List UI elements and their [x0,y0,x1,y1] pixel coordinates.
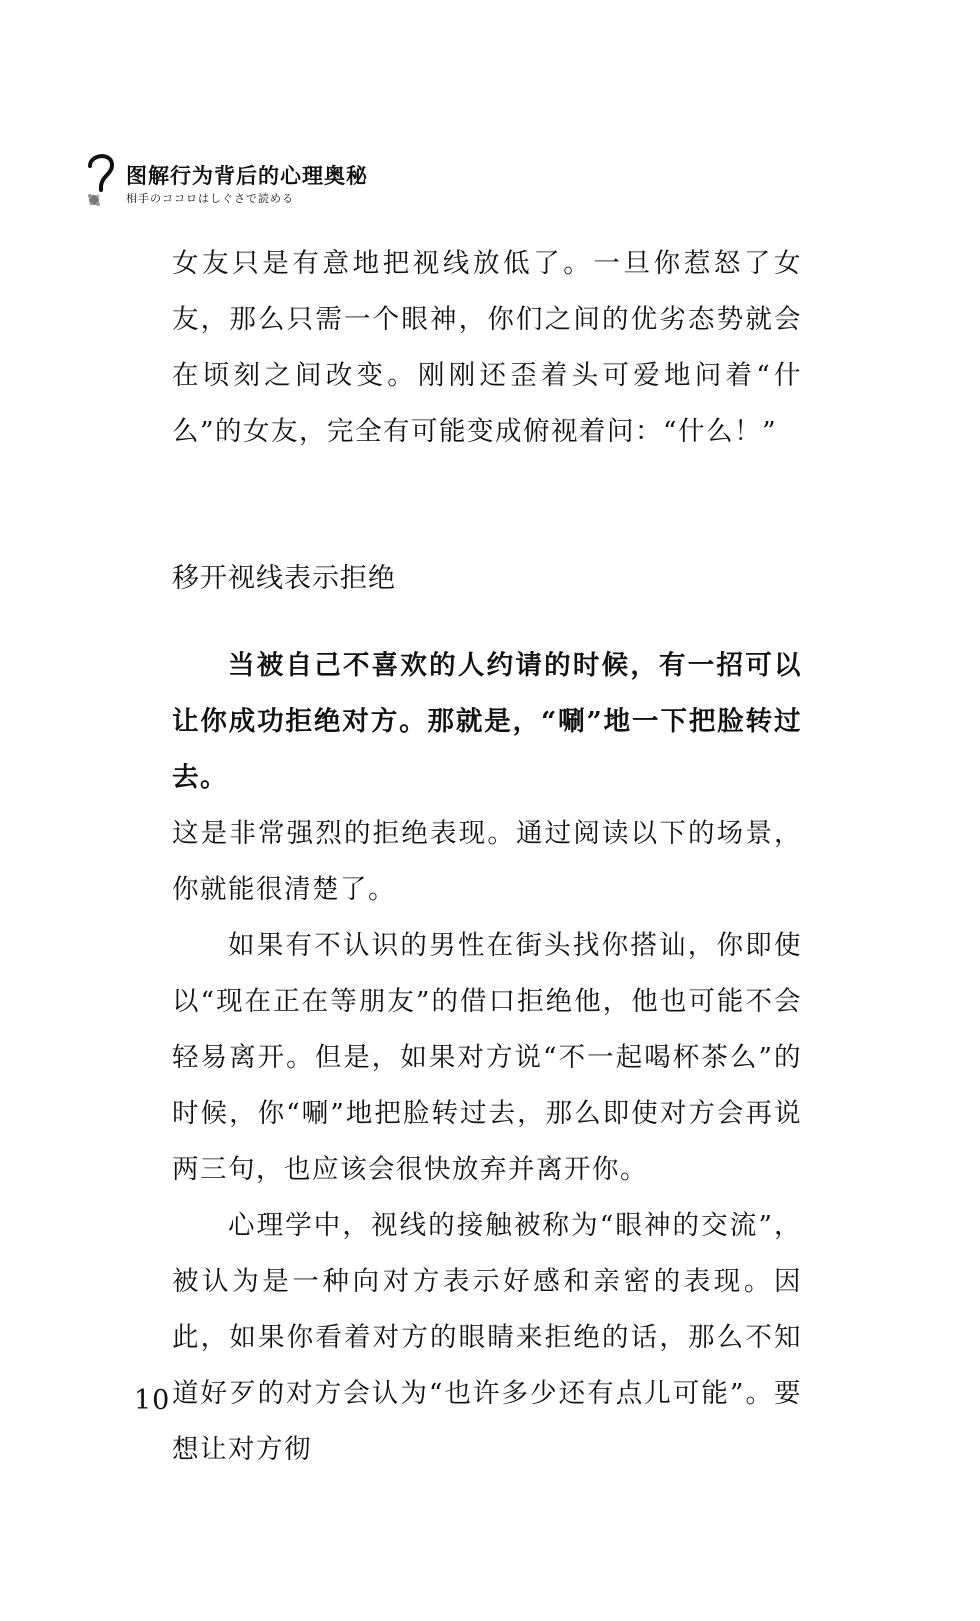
body-paragraph: 心理学中，视线的接触被称为“眼神的交流”，被认为是一种向对方表示好感和亲密的表现。因此，如果你看着对方的眼睛来拒绝的话，那么不知道好歹的对方会认为“也许多少还有点儿可能”。要想让对方彻 [172,1210,802,1465]
body-paragraph: 如果有不认识的男性在街头找你搭讪，你即使以“现在正在等朋友”的借口拒绝他，他也可能不会轻易离开。但是，如果对方说“不一起喝杯茶么”的时候，你“唰”地把脸转过去，那么即使对方会再说两三句，也应该会很快放弃并离开你。 [172,930,802,1185]
page-number: 10 [134,1385,171,1416]
section-heading: 移开视线表示拒绝 [172,563,396,594]
lead-paragraph: 当被自己不喜欢的人约请的时候，有一招可以让你成功拒绝对方。那就是，“唰”地一下把脸转过去。 [172,650,802,793]
section-body [172,638,802,1478]
body-paragraph: 这是非常强烈的拒绝表现。通过阅读以下的场景，你就能很清楚了。 [172,818,802,905]
question-mark-icon [82,148,122,214]
continued-text-block [172,236,802,460]
book-subtitle: 相手のココロはしぐさで読める [126,192,294,205]
continued-paragraph: 女友只是有意地把视线放低了。一旦你惹怒了女友，那么只需一个眼神，你们之间的优劣态势就会在顷刻之间改变。刚刚还歪着头可爱地问着“什么”的女友，完全有可能变成俯视着问：“什么！” [172,248,802,447]
book-title: 图解行为背后的心理奥秘 [126,164,368,188]
running-header [82,148,582,218]
